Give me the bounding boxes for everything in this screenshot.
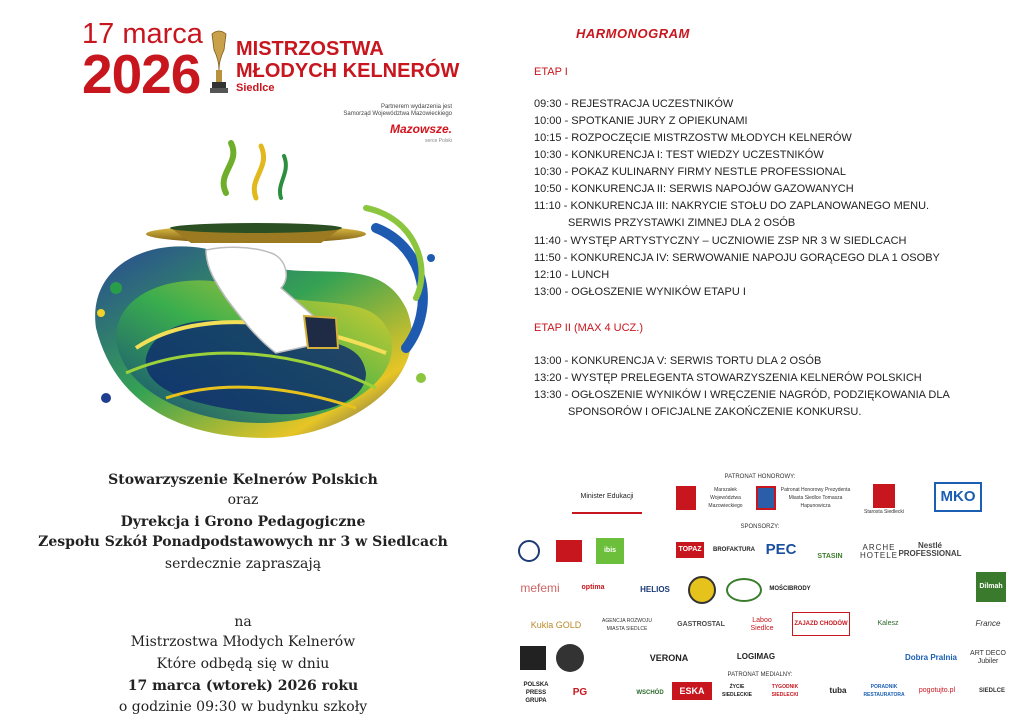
event-city: Siedlce — [236, 82, 275, 94]
sponsors-heading: SPONSORZY: — [740, 524, 780, 530]
logo-minister-edukacji: Minister Edukacji — [572, 482, 642, 514]
logo-pec: PEC — [765, 541, 797, 558]
organizer-school: Zespołu Szkół Ponadpodstawowych nr 3 w Siedlcach — [38, 534, 448, 550]
logo-kukla-gold: Kukla GOLD — [530, 620, 582, 630]
logo-zycie-siedleckie: ŻYCIE SIEDLECKIE — [722, 684, 753, 698]
logo-pogotujto: pogotujto.pl — [918, 687, 956, 694]
siedlce-crest-icon — [756, 486, 776, 510]
schedule-row: 10:15 - ROZPOCZĘCIE MISTRZOSTW MŁODYCH KELNERÓW — [534, 132, 852, 144]
logo-kalesz: Kalesz — [877, 620, 899, 627]
organizer-directorate: Dyrekcja i Grono Pedagogiczne — [120, 514, 366, 530]
schedule-row: 10:00 - SPOTKANIE JURY Z OPIEKUNAMI — [534, 115, 748, 127]
eagle-crest-icon — [676, 486, 696, 510]
logo-helios: HELIOS — [640, 585, 670, 594]
logo-optima: optima — [581, 584, 605, 591]
logo-eska: ESKA — [672, 682, 712, 700]
logo-marszalek-label: Marszałek Województwa Mazowieckiego — [708, 487, 743, 509]
conjunction-oraz: oraz — [227, 492, 259, 508]
waiter-swirl-illustration — [76, 138, 446, 458]
schedule-row: 12:10 - LUNCH — [534, 269, 610, 281]
logo-gastrostal: GASTROSTAL — [677, 621, 725, 628]
logo-france: France — [975, 619, 1001, 628]
honorary-patronage-heading: PATRONAT HONOROWY: — [724, 474, 796, 480]
invite-date: 17 marca (wtorek) 2026 roku — [127, 678, 359, 694]
schedule-row: 13:00 - KONKURENCJA V: SERWIS TORTU DLA 2 OSÓB — [534, 355, 822, 367]
event-title-line1: MISTRZOSTWA — [236, 38, 384, 60]
organizer-skp: Stowarzyszenie Kelnerów Polskich — [108, 472, 378, 488]
media-patronage-heading: PATRONAT MEDIALNY: — [727, 672, 793, 678]
schedule-row: 11:40 - WYSTĘP ARTYSTYCZNY – UCZNIOWIE ZSP NR 3 W SIEDLCACH — [534, 235, 907, 247]
invite-event-name: Mistrzostwa Młodych Kelnerów — [130, 634, 356, 650]
schedule-row-continued: SERWIS PRZYSTAWKI ZIMNEJ DLA 2 OSÓB — [568, 217, 796, 229]
logo-black-badge-icon — [520, 646, 546, 670]
schedule-row-continued: SPONSORÓW I OFICJALNE ZAKOŃCZENIE KONKURSU. — [568, 406, 862, 418]
schedule-row: 10:30 - KONKURENCJA I: TEST WIEDZY UCZESTNIKÓW — [534, 149, 824, 161]
logo-brofaktura: BROFAKTURA — [713, 547, 755, 553]
logo-nestle-professional: Nestlé PROFESSIONAL — [898, 541, 962, 558]
schedule-row: 11:10 - KONKURENCJA III: NAKRYCIE STOŁU DO ZAPLANOWANEGO MENU. — [534, 200, 930, 212]
logo-mefemi: mefemi — [520, 581, 560, 595]
logo-dobra-pralnia: Dobra Pralnia — [904, 653, 957, 662]
event-year: 2026 — [82, 43, 201, 105]
logo-starosta-label: Starosta Siedlecki — [863, 509, 905, 515]
stage2-heading: ETAP II (MAX 4 UCZ.) — [534, 322, 643, 334]
logo-marszalek-mazowieckie — [676, 480, 752, 516]
logo-art-deco: ART DECO Jubiler — [970, 650, 1006, 665]
logo-starosta — [862, 480, 906, 520]
logo-prezydent-siedlce — [756, 480, 852, 516]
stage1-heading: ETAP I — [534, 66, 568, 78]
logo-pg: PG — [572, 687, 588, 698]
logo-tuba: tuba — [829, 686, 847, 695]
logo-verona: VERONA — [649, 653, 689, 663]
logo-red-badge-icon — [556, 540, 582, 562]
logo-stasin: STASIN — [817, 553, 843, 560]
partner-line1: Partnerem wydarzenia jest — [380, 104, 452, 110]
schedule-row: 10:50 - KONKURENCJA II: SERWIS NAPOJÓW GAZOWANYCH — [534, 183, 854, 195]
logo-wschod: WSCHÓD — [636, 690, 664, 696]
schedule-row: 10:30 - POKAZ KULINARNY FIRMY NESTLE PROFESSIONAL — [534, 166, 846, 178]
schedule-row: 13:20 - WYSTĘP PRELEGENTA STOWARZYSZENIA KELNERÓW POLSKICH — [534, 372, 922, 384]
invite-time-place: o godzinie 09:30 w budynku szkoły — [118, 699, 368, 715]
logo-ibis: ibis — [596, 538, 624, 564]
schedule-title: HARMONOGRAM — [576, 26, 690, 41]
invite-na: na — [234, 614, 252, 630]
powiat-crest-icon — [873, 484, 895, 508]
schedule-row: 13:30 - OGŁOSZENIE WYNIKÓW I WRĘCZENIE NAGRÓD, PODZIĘKOWANIA DLA — [534, 389, 950, 401]
logo-zajazd-chodow: ZAJAZD CHODÓW — [792, 612, 850, 636]
logo-agencja-rozwoju: AGENCJA ROZWOJU MIASTA SIEDLCE — [601, 618, 652, 632]
schedule-row: 13:00 - OGŁOSZENIE WYNIKÓW ETAPU I — [534, 286, 746, 298]
logo-topaz: TOPAZ — [676, 542, 704, 558]
event-date: 17 marca — [82, 18, 203, 50]
logo-dark-circle-icon — [556, 644, 584, 672]
logo-poradnik-restauratora: PORADNIK RESTAURATORA — [863, 684, 905, 698]
logo-siedlce: SIEDLCE — [978, 688, 1005, 694]
invite-phrase: serdecznie zapraszają — [164, 556, 322, 572]
mazowsze-subtitle: serce Polski — [425, 138, 452, 144]
mazowsze-logo: Mazowsze. — [389, 122, 452, 136]
logo-moscibrody: MOŚCIBRODY — [769, 586, 811, 592]
event-title-line2: MŁODYCH KELNERÓW — [236, 60, 460, 82]
logo-tygodnik-siedlecki: TYGODNIK SIEDLECKI — [771, 684, 799, 698]
invite-when-intro: Które odbędą się w dniu — [156, 656, 330, 672]
schedule-row: 11:50 - KONKURENCJA IV: SERWOWANIE NAPOJU GORĄCEGO DLA 1 OSOBY — [534, 252, 940, 264]
logo-green-oval-icon — [726, 578, 762, 602]
logo-anchor-icon — [518, 540, 540, 562]
logo-gold-seal-icon — [688, 576, 716, 604]
trophy-icon — [206, 30, 232, 96]
schedule-row: 09:30 - REJESTRACJA UCZESTNIKÓW — [534, 98, 734, 110]
logo-prezydent-label: Patronat Honorowy Prezydenta Miasta Siedlce Tomasza Hapunowicza — [780, 487, 851, 509]
logo-polska-press: POLSKA PRESS GRUPA — [523, 682, 549, 704]
logo-laboo: Laboo Siedlce — [750, 617, 774, 632]
logo-mko: MKO — [934, 482, 982, 512]
partner-line2: Samorząd Województwa Mazowieckiego — [343, 111, 452, 117]
logo-dilmah: Dilmah — [976, 572, 1006, 602]
logo-arche-hotele: ARCHE HOTELE — [859, 543, 898, 560]
partner-note — [330, 104, 452, 118]
logo-logimag: LOGIMAG — [736, 652, 776, 661]
